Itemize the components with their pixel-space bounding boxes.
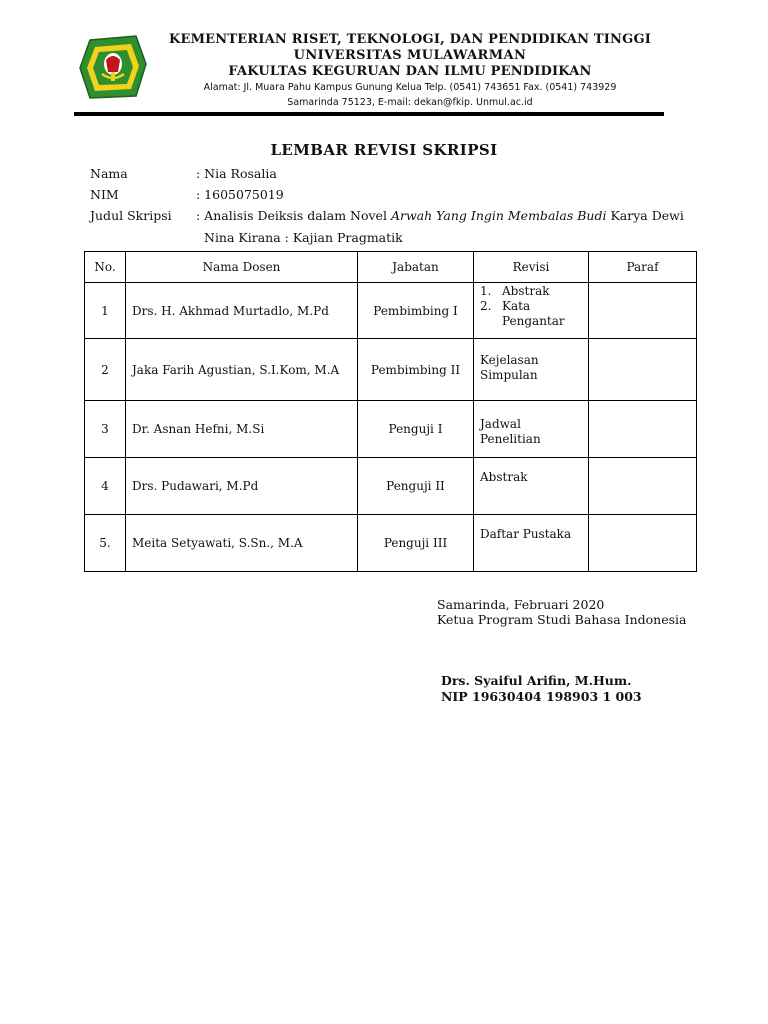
faculty-name: FAKULTAS KEGURUAN DAN ILMU PENDIDIKAN: [228, 64, 592, 79]
row-dosen: Jaka Farih Agustian, S.I.Kom, M.A: [126, 339, 358, 401]
document-title: LEMBAR REVISI SKRIPSI: [270, 141, 498, 159]
university-logo: [78, 34, 148, 100]
row-jabatan: Penguji I: [358, 401, 474, 458]
judul-line2: Nina Kirana : Kajian Pragmatik: [204, 230, 403, 245]
row-no: 3: [85, 401, 126, 458]
table-row: [85, 283, 697, 339]
contact-line: Samarinda 75123, E-mail: dekan@fkip. Unmul.ac.id: [287, 97, 533, 108]
header-nama-dosen: Nama Dosen: [126, 252, 358, 283]
place-date: Samarinda, Februari 2020: [437, 597, 605, 612]
header-jabatan: Jabatan: [358, 252, 474, 283]
row-dosen: Dr. Asnan Hefni, M.Si: [126, 401, 358, 458]
address-line: Alamat: Jl. Muara Pahu Kampus Gunung Kelua Telp. (0541) 743651 Fax. (0541) 743929: [203, 82, 617, 93]
name-label: Nama: [90, 166, 128, 181]
revision-item: [480, 284, 584, 299]
revision-item-text: Abstrak: [502, 284, 550, 298]
row-revisi: Jadwal Penelitian: [474, 401, 589, 458]
revision-item-num: 1.: [480, 284, 492, 298]
judul-suffix: Karya Dewi: [606, 208, 684, 223]
table-row: [85, 458, 697, 515]
row-jabatan: Pembimbing I: [358, 283, 474, 339]
header-revisi: Revisi: [474, 252, 589, 283]
row-no: 5.: [85, 515, 126, 572]
row-revisi: Abstrak: [474, 458, 589, 515]
row-revisi: Kejelasan Simpulan: [474, 339, 589, 401]
judul-label: Judul Skripsi: [90, 208, 172, 223]
revision-item-num: 2.: [480, 299, 492, 313]
row-paraf: [589, 401, 697, 458]
header-no: No.: [85, 252, 126, 283]
row-paraf: [589, 458, 697, 515]
header-paraf: Paraf: [589, 252, 697, 283]
letterhead-rule: [74, 112, 664, 116]
nim-value: : 1605075019: [196, 187, 284, 202]
row-no: 1: [85, 283, 126, 339]
judul-value: [196, 208, 684, 223]
table-row: [85, 515, 697, 572]
row-revisi: [474, 283, 589, 339]
row-jabatan: Pembimbing II: [358, 339, 474, 401]
signer-name: Drs. Syaiful Arifin, M.Hum.: [441, 673, 632, 688]
row-revisi: Daftar Pustaka: [474, 515, 589, 572]
row-no: 4: [85, 458, 126, 515]
revision-item: [480, 299, 584, 329]
table-header-row: [85, 252, 697, 283]
university-name: UNIVERSITAS MULAWARMAN: [293, 48, 527, 63]
letterhead: [78, 32, 668, 118]
row-paraf: [589, 339, 697, 401]
row-paraf: [589, 515, 697, 572]
row-paraf: [589, 283, 697, 339]
signer-block: [441, 673, 642, 705]
name-value: : Nia Rosalia: [196, 166, 277, 181]
signer-nip: NIP 19630404 198903 1 003: [441, 689, 642, 704]
signer-position: Ketua Program Studi Bahasa Indonesia: [437, 612, 687, 627]
ministry-name: KEMENTERIAN RISET, TEKNOLOGI, DAN PENDIDIKAN TINGGI: [168, 32, 652, 47]
nim-label: NIM: [90, 187, 119, 202]
signature-block: [437, 597, 687, 627]
judul-prefix: : Analisis Deiksis dalam Novel: [196, 208, 391, 223]
table-row: [85, 339, 697, 401]
row-jabatan: Penguji III: [358, 515, 474, 572]
row-no: 2: [85, 339, 126, 401]
row-dosen: Drs. Pudawari, M.Pd: [126, 458, 358, 515]
revision-list: [480, 284, 584, 329]
table-row: [85, 401, 697, 458]
novel-title: Arwah Yang Ingin Membalas Budi: [390, 208, 607, 223]
revision-item-text: Kata Pengantar: [502, 299, 565, 328]
row-dosen: Drs. H. Akhmad Murtadlo, M.Pd: [126, 283, 358, 339]
revision-table: [84, 251, 697, 572]
row-dosen: Meita Setyawati, S.Sn., M.A: [126, 515, 358, 572]
row-jabatan: Penguji II: [358, 458, 474, 515]
